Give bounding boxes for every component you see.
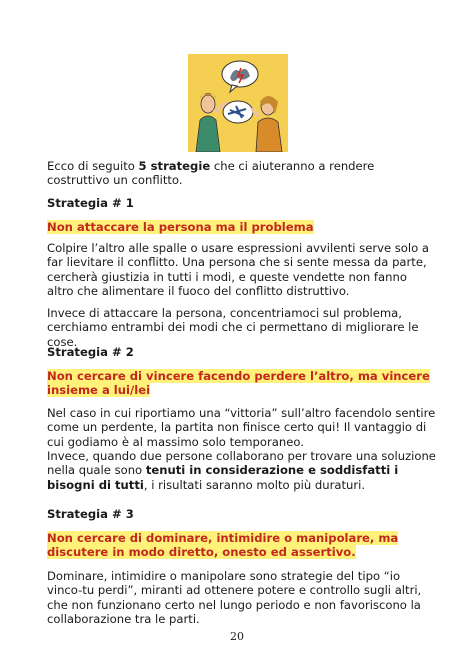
strategy-3-paragraph-1: Dominare, intimidire o manipolare sono strategie del tipo “io vinco-tu perdi”, miranti ad ottenere potere e controllo sugli altri, che non funzionano certo nel lungo periodo e non favoriscono la collaborazione tra le parti. [47, 569, 422, 627]
two-people-arguing-icon [188, 54, 288, 152]
strategy-2-paragraph-1: Nel caso in cui riportiamo una “vittoria” sull’altro facendolo sentire come un perdente, la partita non finisce certo qui! Il vantaggio di cui godiamo è al massimo solo temporaneo. [47, 406, 436, 449]
page-number: 20 [230, 630, 244, 643]
strategy-1-paragraph-2: Invece di attaccare la persona, concentriamoci sul problema, cerchiamo entrambi dei modi che ci permettano di migliorare le cose. [47, 306, 419, 349]
strategy-3-title [47, 531, 437, 560]
strategy-1-title-text: Non attaccare la persona ma il problema [47, 220, 314, 234]
strategy-2-p2-text: Invece, quando due persone collaborano per trovare una soluzione nella quale sono [47, 449, 436, 478]
strategy-2-label: Strategia # 2 [47, 345, 134, 359]
conflict-illustration [188, 54, 288, 152]
strategy-3-label: Strategia # 3 [47, 507, 134, 521]
intro-bold: 5 strategie [138, 159, 211, 173]
intro-paragraph [47, 159, 437, 188]
strategy-2-p2-text-end: , i risultati saranno molto più duraturi. [143, 477, 366, 492]
strategy-1-title [47, 220, 437, 234]
intro-text: Ecco di seguito [47, 159, 139, 173]
strategy-3-title-text: Non cercare di dominare, intimidire o manipolare, ma discutere in modo diretto, onesto ed assertivo. [47, 531, 399, 560]
strategy-1-label: Strategia # 1 [47, 196, 134, 210]
strategy-2-p2-bold: tenuti in considerazione e soddisfatti i bisogni di tutti [47, 463, 399, 492]
strategy-2-title [47, 369, 437, 398]
intro-text-end: che ci aiuteranno a rendere costruttivo un conflitto. [47, 159, 375, 188]
strategy-1-paragraph-1: Colpire l’altro alle spalle o usare espressioni avvilenti serve solo a far lievitare il conflitto. Una persona che si sente messa da parte, cercherà giustizia in tutti i modi, e queste vendette non fanno altro che alimentare il fuoco del conflitto distruttivo. [47, 241, 430, 299]
strategy-2-title-text: Non cercare di vincere facendo perdere l’altro, ma vincere insieme a lui/lei [47, 369, 430, 398]
strategy-2-paragraph-2 [47, 449, 437, 492]
